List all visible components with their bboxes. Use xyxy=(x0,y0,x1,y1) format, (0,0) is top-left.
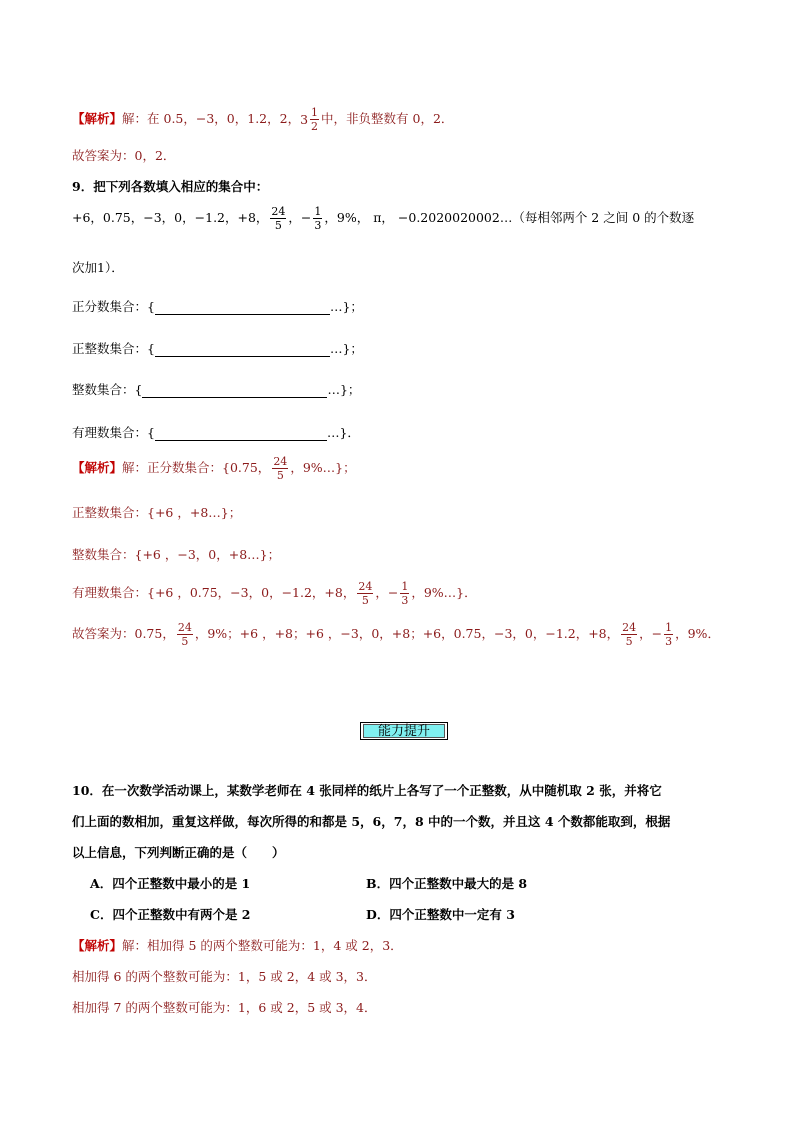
q9-sep: ，− xyxy=(288,210,312,225)
fraction-1-3: $\frac{1}{3}$ xyxy=(401,580,409,607)
q9-numbers-c: 次加1）． xyxy=(72,260,124,275)
analysis-tag: 【解析】 xyxy=(72,938,123,953)
section-title: 能力提升 xyxy=(363,724,445,738)
q9-numbers-b: ，9%， π， −0.2020020002…（每相邻两个 2 之间 0 的个数逐 xyxy=(324,210,695,225)
blank-line[interactable] xyxy=(155,344,330,357)
q9-analysis-int: 整数集合：{+6 ，−3，0，+8…}； xyxy=(72,547,281,562)
fraction-24-5: $\frac{24}{5}$ xyxy=(622,621,637,648)
q8-analysis-prefix: 解：在 0.5，−3，0，1.2，2， xyxy=(122,111,301,126)
analysis-tag: 【解析】 xyxy=(72,460,123,475)
blank-line[interactable] xyxy=(155,428,327,441)
fraction-24-5: $\frac{24}{5}$ xyxy=(273,455,288,482)
set-positive-fraction: 正分数集合：{ …}； xyxy=(72,299,363,314)
q10-line2: 们上面的数相加，重复这样做，每次所得的和都是 5，6，7，8 中的一个数，并且这 4 个数都能取到，根据 xyxy=(72,814,671,829)
blank-line[interactable] xyxy=(155,302,330,315)
q9-analysis-pos-int: 正整数集合：{+6 ，+8…}； xyxy=(72,505,242,520)
q10-analysis-line3: 相加得 7 的两个整数可能为：1，6 或 2，5 或 3，4． xyxy=(72,1000,377,1015)
q10-analysis-line2: 相加得 6 的两个整数可能为：1，5 或 2，4 或 3，3． xyxy=(72,969,377,984)
q10-line3: 以上信息，下列判断正确的是（ ） xyxy=(72,845,285,860)
set-integer: 整数集合：{ …}； xyxy=(72,382,361,397)
q9-numbers-a: +6，0.75，−3，0，−1.2，+8， xyxy=(72,210,269,225)
q9-fraction-24-5: $\frac{24}{5}$ xyxy=(271,205,286,232)
q8-analysis-line xyxy=(72,106,453,133)
section-header-box xyxy=(360,722,448,740)
q9-answer: 故答案为：0.75， $\frac{24}{5}$ ，9%；+6 ，+8；+6 ，−3，0，+8；+6，0.75，−3，0，−1.2，+8， $\frac{24}{5}$ ，− $\frac{1}{3}$ ，9%． xyxy=(72,621,720,648)
q8-analysis-suffix: 中，非负整数有 0，2． xyxy=(321,111,454,126)
mixed-number-fraction: $\frac{1}{2}$ xyxy=(311,106,319,133)
analysis-tag: 【解析】 xyxy=(72,111,123,126)
fraction-1-3: $\frac{1}{3}$ xyxy=(665,621,673,648)
q9-numbers-line xyxy=(72,205,694,232)
q8-answer: 故答案为：0，2． xyxy=(72,148,176,163)
fraction-24-5: $\frac{24}{5}$ xyxy=(177,621,192,648)
q10-analysis-line1: 【解析】解：相加得 5 的两个整数可能为：1，4 或 2，3． xyxy=(72,938,403,953)
set-positive-integer: 正整数集合：{ …}； xyxy=(72,341,363,356)
option-a[interactable]: A．四个正整数中最小的是 1 xyxy=(90,876,251,891)
q10-line1: 10．在一次数学活动课上，某数学老师在 4 张同样的纸片上各写了一个正整数，从中随机取 2 张，并将它 xyxy=(72,783,662,798)
fraction-24-5: $\frac{24}{5}$ xyxy=(358,580,373,607)
q9-analysis-rational: 有理数集合：{+6 ，0.75，−3，0，−1.2，+8， $\frac{24}{5}$ ，− $\frac{1}{3}$ ，9%…}． xyxy=(72,580,477,607)
q9-fraction-1-3: $\frac{1}{3}$ xyxy=(314,205,322,232)
q9-analysis-pos-frac: 【解析】解：正分数集合：{0.75， $\frac{24}{5}$ ，9%…}； xyxy=(72,455,356,482)
blank-line[interactable] xyxy=(142,385,327,398)
set-rational: 有理数集合：{ …}． xyxy=(72,425,360,440)
q9-title: 9．把下列各数填入相应的集合中： xyxy=(72,179,269,194)
option-b[interactable]: B．四个正整数中最大的是 8 xyxy=(366,876,528,891)
option-c[interactable]: C．四个正整数中有两个是 2 xyxy=(90,907,251,922)
mixed-number-whole: 3 xyxy=(300,112,309,127)
option-d[interactable]: D．四个正整数中一定有 3 xyxy=(366,907,515,922)
